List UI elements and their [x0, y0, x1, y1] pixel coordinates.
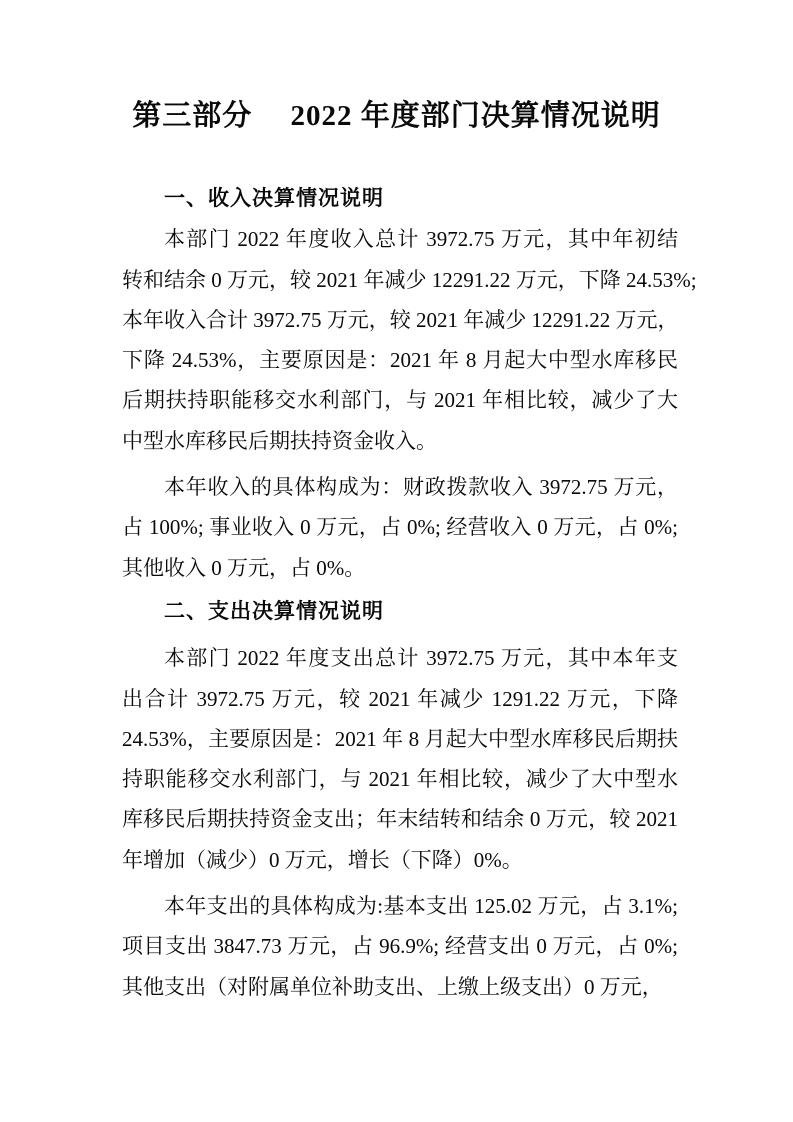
section-heading-income: 一、收入决算情况说明 — [164, 187, 384, 210]
text-line: 本年支出的具体构成为:基本支出 125.02 万元，占 3.1%; — [164, 894, 678, 919]
text-line: 本年收入的具体构成为：财政拨款收入 3972.75 万元， — [164, 475, 678, 500]
paragraph-expenditure-composition — [122, 886, 678, 1007]
text-line: 其他收入 0 万元，占 0%。 — [122, 555, 366, 580]
text-line: 出合计 3972.75 万元，较 2021 年减少 1291.22 万元，下降 — [122, 686, 678, 711]
paragraph-income-composition — [122, 467, 678, 588]
document-body — [122, 179, 697, 1007]
document-title: 第三部分 2022 年度部门决算情况说明 — [132, 100, 661, 132]
text-line: 持职能移交水利部门，与 2021 年相比较，减少了大中型水 — [122, 767, 678, 792]
text-line: 下降 24.53%，主要原因是：2021 年 8 月起大中型水库移民 — [122, 348, 678, 373]
paragraph-income-summary — [122, 219, 697, 461]
text-line: 24.53%，主要原因是：2021 年 8 月起大中型水库移民后期扶 — [122, 726, 678, 751]
text-line: 项目支出 3847.73 万元，占 96.9%; 经营支出 0 万元，占 0%; — [122, 934, 678, 959]
text-line: 占 100%; 事业收入 0 万元，占 0%; 经营收入 0 万元，占 0%; — [122, 515, 678, 540]
text-line: 库移民后期扶持资金支出；年末结转和结余 0 万元，较 2021 — [122, 807, 678, 832]
paragraph-expenditure-summary — [122, 638, 678, 880]
text-line: 本部门 2022 年度收入总计 3972.75 万元，其中年初结 — [164, 227, 678, 252]
text-line: 其他支出（对附属单位补助支出、上缴上级支出）0 万元， — [122, 974, 663, 999]
text-line: 中型水库移民后期扶持资金收入。 — [122, 428, 437, 453]
text-line: 本年收入合计 3972.75 万元，较 2021 年减少 12291.22 万元， — [122, 307, 679, 332]
text-line: 年增加（减少）0 万元，增长（下降）0%。 — [122, 847, 523, 872]
text-line: 转和结余 0 万元，较 2021 年减少 12291.22 万元，下降 24.53%; — [122, 267, 697, 292]
section-heading-expenditure: 二、支出决算情况说明 — [164, 599, 384, 623]
text-line: 本部门 2022 年度支出总计 3972.75 万元，其中本年支 — [164, 646, 678, 671]
text-line: 后期扶持职能移交水利部门，与 2021 年相比较，减少了大 — [122, 388, 678, 413]
